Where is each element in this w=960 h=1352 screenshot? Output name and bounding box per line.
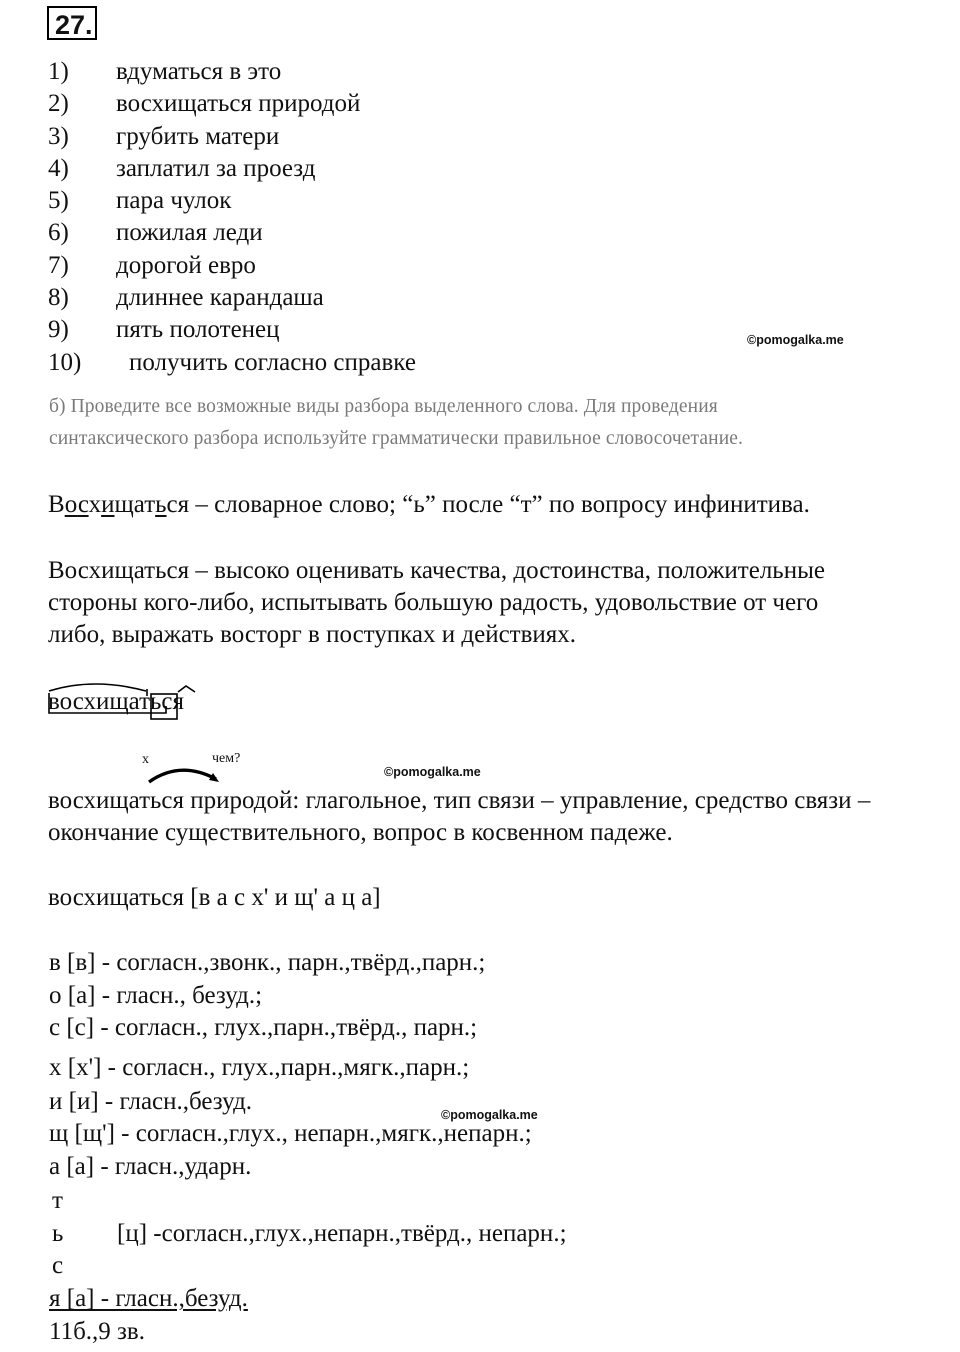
list-number: 7) bbox=[48, 251, 69, 279]
phonetic-line: в [в] - согласн.,звонк., парн.,твёрд.,парн.; bbox=[49, 949, 486, 976]
morphemic-word: восхищаться bbox=[48, 688, 185, 715]
list-text: восхищаться природой bbox=[116, 90, 361, 118]
list-text: получить согласно справке bbox=[129, 348, 416, 376]
list-number: 1) bbox=[48, 58, 69, 85]
phonetic-line: и [и] - гласн.,безуд. bbox=[49, 1088, 253, 1115]
phonetic-line: щ [щ'] - согласн.,глух., непарн.,мягк.,непарн.; bbox=[49, 1120, 532, 1147]
list-number: 5) bbox=[48, 187, 69, 215]
phonetic-letter: с bbox=[52, 1252, 64, 1279]
list-text: пара чулок bbox=[116, 187, 232, 215]
list-text: грубить матери bbox=[116, 122, 280, 150]
task-line-1: б) Проведите все возможные виды разбора выделенного слова. Для проведения bbox=[49, 396, 718, 417]
phonetic-letter: ь bbox=[52, 1220, 64, 1247]
phonetic-letter: т bbox=[52, 1187, 63, 1214]
stem-bracket bbox=[49, 693, 166, 713]
list-text: вдуматься в это bbox=[116, 58, 282, 85]
list-text: пять полотенец bbox=[116, 316, 280, 344]
morpheme-marks bbox=[40, 672, 210, 732]
phonetic-line: х [х'] - согласн., глух.,парн.,мягк.,парн.; bbox=[49, 1054, 470, 1081]
meaning-line: стороны кого-либо, испытывать большую радость, удовольствие от чего bbox=[48, 589, 819, 616]
list-number: 9) bbox=[48, 316, 69, 344]
watermark: ©pomogalka.me bbox=[441, 1108, 538, 1122]
exercise-number: 27. bbox=[47, 6, 97, 40]
list-text: заплатил за проезд bbox=[116, 154, 316, 182]
list-number: 3) bbox=[48, 122, 69, 150]
list-number: 2) bbox=[48, 90, 69, 118]
list-text: длиннее карандаша bbox=[116, 284, 324, 312]
list-text: дорогой евро bbox=[116, 251, 256, 279]
list-number: 10) bbox=[48, 348, 82, 376]
list-number: 8) bbox=[48, 284, 69, 312]
postfix-mark bbox=[178, 686, 195, 692]
spelling-comment: – словарное слово; “ь” после “т” по вопросу инфинитива. bbox=[189, 491, 810, 518]
spelling-line: Восхищаться – словарное слово; “ь” после “т” по вопросу инфинитива. bbox=[48, 491, 810, 518]
list-number: 4) bbox=[48, 154, 69, 182]
task-line-2: синтаксического разбора используйте грамматически правильное словосочетание. bbox=[49, 428, 743, 449]
phonetic-line: о [а] - гласн., безуд.; bbox=[49, 982, 263, 1009]
watermark: ©pomogalka.me bbox=[384, 765, 481, 779]
list-number: 6) bbox=[48, 219, 69, 247]
meaning-line: Восхищаться – высоко оценивать качества, достоинства, положительные bbox=[48, 557, 825, 584]
main-word-mark: х bbox=[142, 752, 149, 767]
syntax-line: восхищаться природой: глагольное, тип связи – управление, средство связи – bbox=[48, 787, 871, 814]
phonetic-ts-sound: [ц] -согласн.,глух.,непарн.,твёрд., непарн.; bbox=[117, 1220, 567, 1247]
transcription: восхищаться [в а с х' и щ' а ц а] bbox=[48, 884, 381, 911]
phonetic-line: с [с] - согласн., глух.,парн.,твёрд., парн.; bbox=[49, 1014, 478, 1041]
phonetic-line: я [а] - гласн.,безуд. bbox=[49, 1285, 248, 1312]
root-arc bbox=[49, 684, 146, 691]
watermark: ©pomogalka.me bbox=[747, 333, 844, 347]
phonetic-line: а [а] - гласн.,ударн. bbox=[49, 1153, 252, 1180]
list-text: пожилая леди bbox=[116, 219, 263, 247]
phonetic-summary: 11б.,9 зв. bbox=[49, 1318, 145, 1345]
question-label: чем? bbox=[212, 751, 241, 766]
ending-box bbox=[151, 694, 177, 719]
syntax-line: окончание существительного, вопрос в косвенном падеже. bbox=[48, 819, 673, 846]
meaning-line: либо, выражать восторг в поступках и действиях. bbox=[48, 621, 577, 648]
